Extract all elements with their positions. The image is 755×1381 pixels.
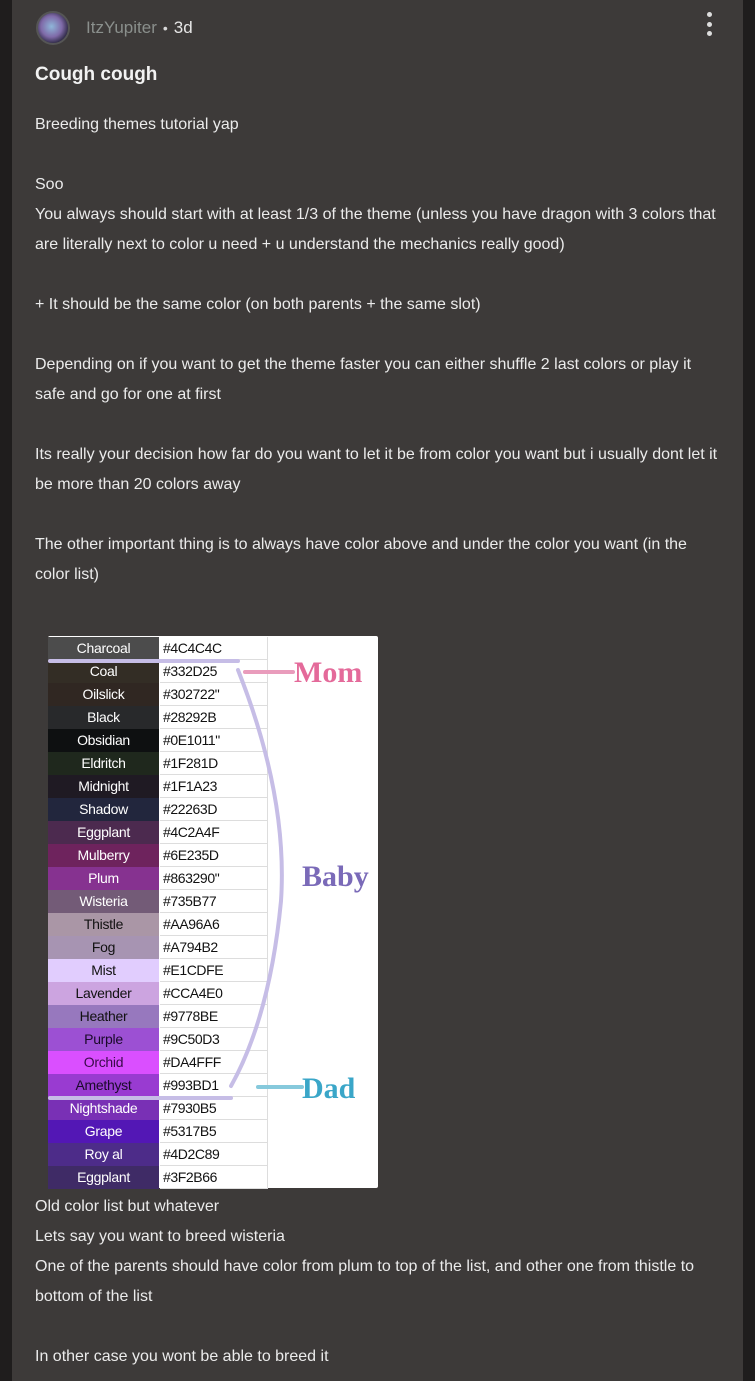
color-name: Obsidian xyxy=(48,729,159,752)
color-name: Charcoal xyxy=(48,637,159,660)
paragraph: Breeding themes tutorial yap xyxy=(35,116,239,133)
dad-label: Dad xyxy=(302,1072,356,1105)
color-name: Black xyxy=(48,706,159,729)
color-hex: #CCA4E0 xyxy=(160,982,268,1005)
color-name: Coal xyxy=(48,660,159,683)
color-hex: #5317B5 xyxy=(160,1120,268,1143)
avatar[interactable] xyxy=(36,11,70,45)
color-name: Nightshade xyxy=(48,1097,159,1120)
color-hex: #6E235D xyxy=(160,844,268,867)
separator-dot: • xyxy=(162,20,168,36)
paragraph xyxy=(35,1312,725,1342)
paragraph: The other important thing is to always have color above and under the color you want (in the color list) xyxy=(35,536,687,583)
color-hex: #735B77 xyxy=(160,890,268,913)
color-name: Eggplant xyxy=(48,821,159,844)
color-name: Roy al xyxy=(48,1143,159,1166)
paragraph xyxy=(35,320,725,350)
color-hex: #DA4FFF xyxy=(160,1051,268,1074)
paragraph: Old color list but whatever xyxy=(35,1198,220,1215)
color-hex: #0E1011" xyxy=(160,729,268,752)
color-hex: #9778BE xyxy=(160,1005,268,1028)
color-hex: #993BD1 xyxy=(160,1074,268,1097)
color-hex: #E1CDFE xyxy=(160,959,268,982)
color-hex: #1F1A23 xyxy=(160,775,268,798)
color-hex: #7930B5 xyxy=(160,1097,268,1120)
paragraph: In other case you wont be able to breed it xyxy=(35,1348,329,1365)
paragraph: + It should be the same color (on both parents + the same slot) xyxy=(35,296,481,313)
post-header xyxy=(36,10,193,46)
paragraph xyxy=(35,410,725,440)
color-name: Purple xyxy=(48,1028,159,1051)
color-hex: #332D25 xyxy=(160,660,268,683)
post-title: Cough cough xyxy=(35,64,158,85)
color-hex: #4D2C89 xyxy=(160,1143,268,1166)
paragraph xyxy=(35,140,725,170)
author-name[interactable]: ItzYupiter xyxy=(86,18,157,37)
color-name: Mist xyxy=(48,959,159,982)
more-options-icon[interactable] xyxy=(702,12,716,36)
color-hex: #3F2B66 xyxy=(160,1166,268,1189)
color-name: Lavender xyxy=(48,982,159,1005)
color-name: Midnight xyxy=(48,775,159,798)
baby-label: Baby xyxy=(302,860,369,893)
color-hex: #4C2A4F xyxy=(160,821,268,844)
post-card xyxy=(12,0,743,1381)
color-hex: #302722" xyxy=(160,683,268,706)
color-name: Thistle xyxy=(48,913,159,936)
paragraph: Its really your decision how far do you want to let it be from color you want but i usually dont let it be more than 20 colors away xyxy=(35,446,718,493)
color-hex: #22263D xyxy=(160,798,268,821)
paragraph xyxy=(35,500,725,530)
color-name: Heather xyxy=(48,1005,159,1028)
post-body-bottom xyxy=(35,1192,725,1372)
color-hex: #9C50D3 xyxy=(160,1028,268,1051)
color-name: Oilslick xyxy=(48,683,159,706)
color-hex: #28292B xyxy=(160,706,268,729)
color-name: Orchid xyxy=(48,1051,159,1074)
mom-label: Mom xyxy=(294,656,363,689)
color-name: Eggplant xyxy=(48,1166,159,1189)
color-name: Eldritch xyxy=(48,752,159,775)
color-name: Plum xyxy=(48,867,159,890)
color-hex: #863290" xyxy=(160,867,268,890)
paragraph: Soo xyxy=(35,176,64,193)
paragraph: You always should start with at least 1/3 of the theme (unless you have dragon with 3 colors that are literally next to color u need + u understand the mechanics really good) xyxy=(35,206,716,253)
color-hex: #A794B2 xyxy=(160,936,268,959)
post-age: 3d xyxy=(173,18,193,37)
color-list-image xyxy=(48,636,378,1188)
paragraph xyxy=(35,260,725,290)
paragraph: Depending on if you want to get the theme faster you can either shuffle 2 last colors or play it safe and go for one at first xyxy=(35,356,692,403)
color-name: Shadow xyxy=(48,798,159,821)
color-name: Wisteria xyxy=(48,890,159,913)
color-hex: #AA96A6 xyxy=(160,913,268,936)
color-hex: #1F281D xyxy=(160,752,268,775)
color-name: Mulberry xyxy=(48,844,159,867)
color-name: Amethyst xyxy=(48,1074,159,1097)
paragraph: One of the parents should have color from plum to top of the list, and other one from thistle to bottom of the list xyxy=(35,1258,695,1305)
post-body-top xyxy=(35,110,725,590)
color-name: Fog xyxy=(48,936,159,959)
paragraph: Lets say you want to breed wisteria xyxy=(35,1228,285,1245)
color-name: Grape xyxy=(48,1120,159,1143)
color-hex: #4C4C4C xyxy=(160,637,268,660)
